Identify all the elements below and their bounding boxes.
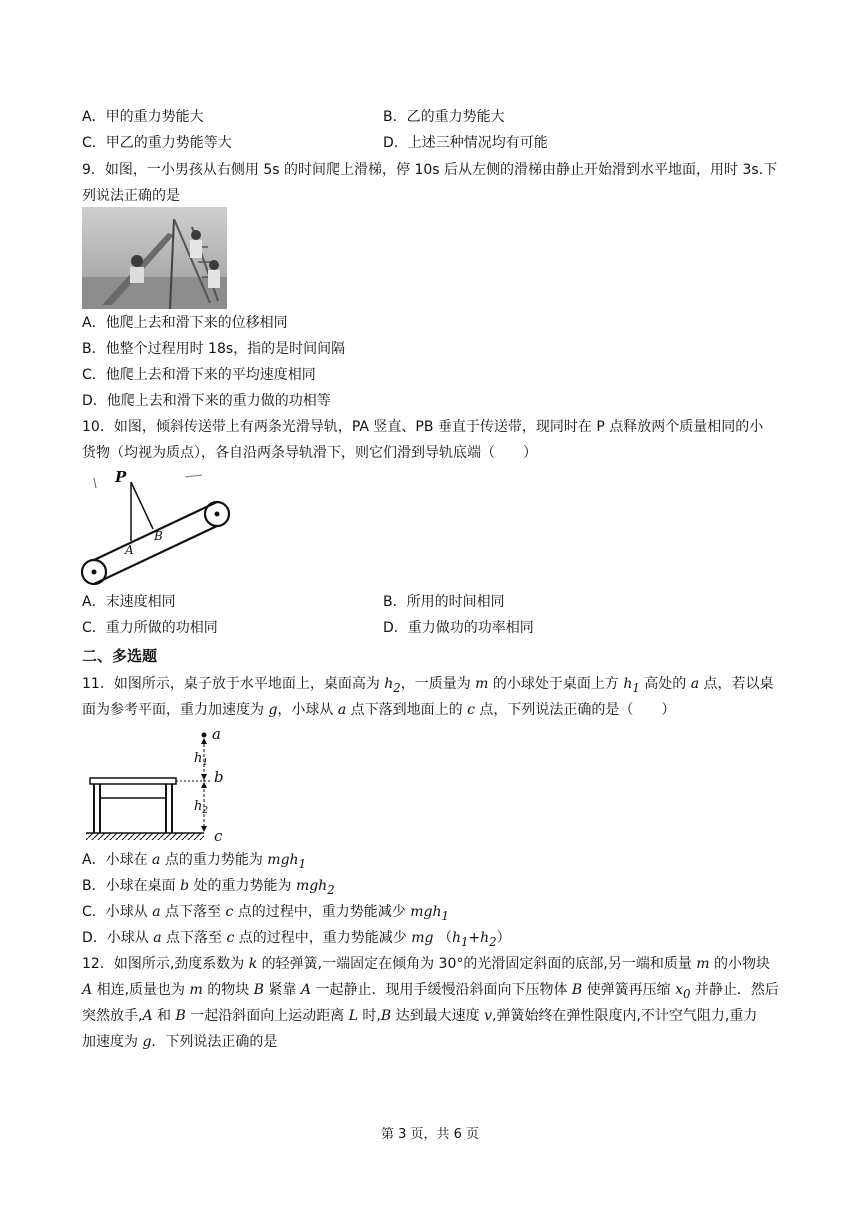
q11-option-c: C．小球从 a 点下落至 c 点的过程中，重力势能减少 mgh$_1$	[82, 904, 449, 923]
section-title: 二、多选题	[82, 647, 158, 665]
label-a: A	[125, 543, 134, 557]
page-footer: 第 3 页，共 6 页	[380, 1127, 480, 1142]
q10-stem-line1: 10．如图，倾斜传送带上有两条光滑导轨，PA 竖直、PB 垂直于传送带，现同时在 P 点释放两个质量相同的小	[82, 419, 764, 435]
q9-option-a: A．他爬上去和滑下来的位移相同	[82, 315, 288, 331]
q12-line3: 突然放手,A 和 B 一起沿斜面向上运动距离 L 时,B 达到最大速度 v,弹簧始终在弹性限度内,不计空气阻力,重力	[82, 1008, 758, 1024]
q10-option-d: D．重力做功的功率相同	[383, 620, 534, 636]
q11-stem-line1: 11．如图所示，桌子放于水平地面上，桌面高为 $h_2$，一质量为 m 的小球处于桌面上方 $h_1$ 高处的 a 点，若以桌	[82, 676, 774, 695]
q10-stem-line2: 货物（均视为质点），各自沿两条导轨滑下，则它们滑到导轨底端（ ）	[82, 445, 537, 461]
slide-photo	[82, 207, 227, 309]
q9-option-c: C．他爬上去和滑下来的平均速度相同	[82, 367, 316, 383]
q9-stem-line1: 9．如图，一小男孩从右侧用 5s 的时间爬上滑梯，停 10s 后从左侧的滑梯由静止开始滑到水平地面，用时 3s.下	[82, 162, 778, 178]
q10-option-b: B．所用的时间相同	[383, 594, 505, 610]
q9-option-b: B．他整个过程用时 18s，指的是时间间隔	[82, 341, 346, 357]
label-p: P	[115, 468, 127, 486]
q12-line4: 加速度为 g．下列说法正确的是	[82, 1034, 278, 1050]
label-b: b	[214, 768, 224, 786]
label-c: c	[214, 827, 223, 844]
q10-option-a: A．末速度相同	[82, 594, 176, 610]
q11-option-a: A．小球在 a 点的重力势能为 mgh$_1$	[82, 852, 306, 871]
q8-option-c: C．甲乙的重力势能等大	[82, 135, 232, 151]
q10-option-c: C．重力所做的功相同	[82, 620, 218, 636]
label-a: a	[212, 725, 221, 743]
q8-option-b: B．乙的重力势能大	[383, 109, 505, 125]
q11-option-b: B．小球在桌面 b 处的重力势能为 mgh$_2$	[82, 878, 335, 897]
q8-option-a: A．甲的重力势能大	[82, 109, 204, 125]
q12-line2: A 相连,质量也为 m 的物块 B 紧靠 A 一起静止．现用手缓慢沿斜面向下压物体 B 使弹簧再压缩 $x_0$ 并静止．然后	[82, 982, 779, 1001]
q9-stem-line2: 列说法正确的是	[82, 188, 180, 204]
label-h1: $h_1$	[194, 751, 209, 768]
label-b: B	[154, 529, 163, 543]
q11-option-d: D．小球从 a 点下落至 c 点的过程中，重力势能减少 mg $(h_1+h_2)$	[82, 930, 511, 949]
label-h2: $h_2$	[194, 799, 209, 816]
q11-stem-line2: 面为参考平面，重力加速度为 g，小球从 a 点下落到地面上的 c 点，下列说法正确的是（ ）	[82, 702, 676, 718]
q12-line1: 12．如图所示,劲度系数为 k 的轻弹簧,一端固定在倾角为 30°的光滑固定斜面的底部,另一端和质量 m 的小物块	[82, 956, 771, 972]
q9-option-d: D．他爬上去和滑下来的重力做的功相等	[82, 393, 331, 409]
q8-option-d: D．上述三种情况均有可能	[383, 135, 548, 151]
table-diagram	[82, 724, 242, 844]
conveyor-diagram	[80, 462, 240, 586]
